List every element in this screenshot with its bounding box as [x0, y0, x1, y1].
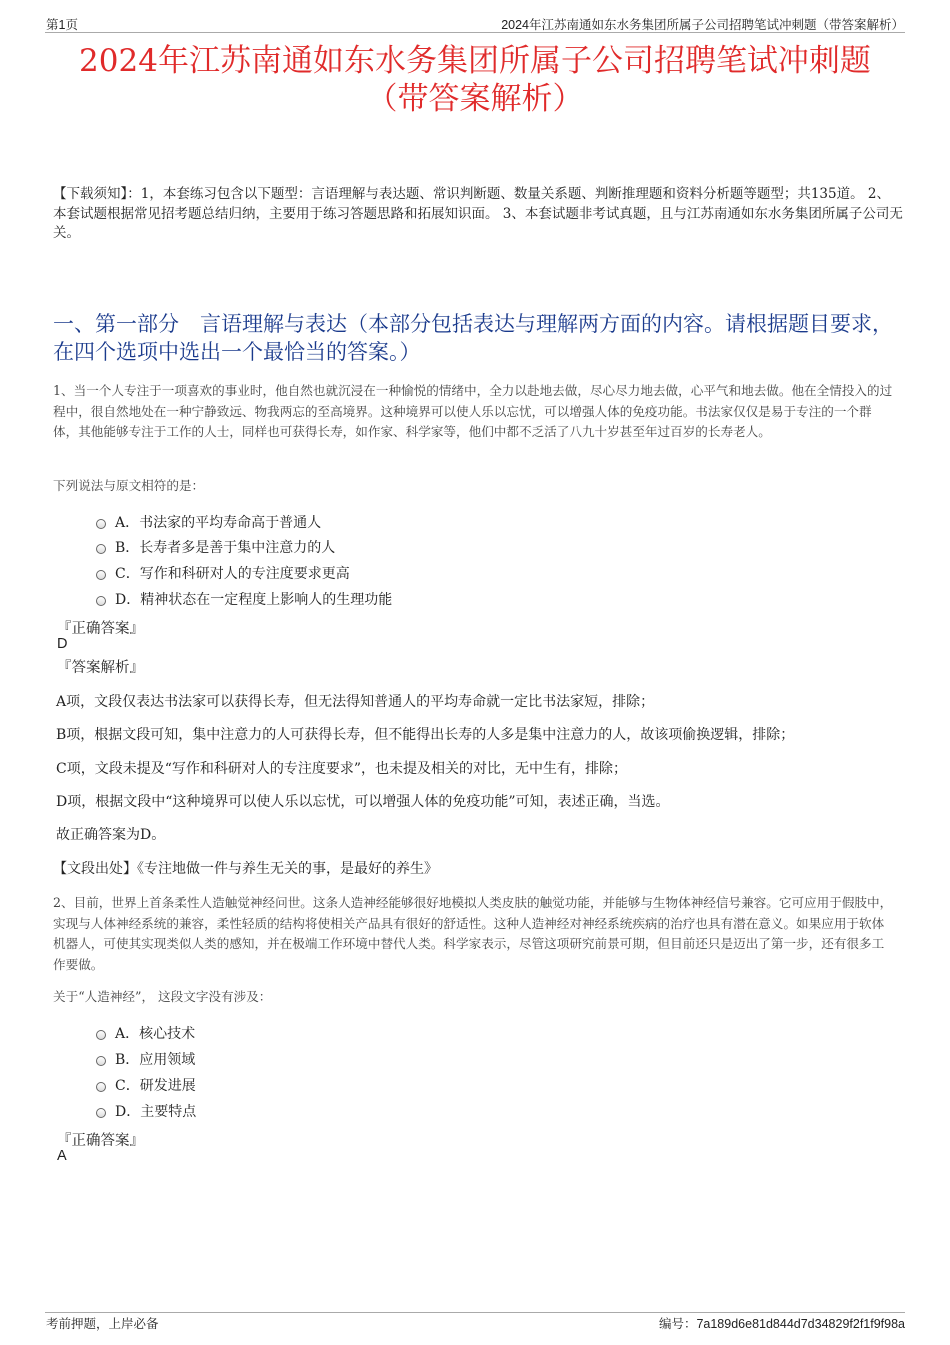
option-c[interactable]: [96, 563, 350, 583]
radio-icon[interactable]: [96, 1108, 106, 1118]
radio-icon[interactable]: [96, 519, 106, 529]
footer-divider: [45, 1312, 905, 1313]
correct-answer-label: 『正确答案』: [57, 1133, 144, 1149]
radio-icon[interactable]: [96, 1082, 106, 1092]
question-1-prompt: 下列说法与原文相符的是：: [53, 478, 205, 493]
option-label: C．研发进展: [115, 1078, 196, 1094]
analysis-conclusion: 故正确答案为D。: [56, 827, 166, 843]
section-heading: 一、第一部分 言语理解与表达（本部分包括表达与理解两方面的内容。请根据题目要求，在四个选项中选出一个最恰当的答案。）: [53, 312, 893, 364]
analysis-label: 『答案解析』: [57, 660, 144, 676]
option-b[interactable]: [96, 1049, 195, 1069]
option-a[interactable]: [96, 512, 321, 532]
correct-answer-label: 『正确答案』: [57, 621, 144, 637]
radio-icon[interactable]: [96, 544, 106, 554]
analysis-line: A项，文段仅表达书法家可以获得长寿，但无法得知普通人的平均寿命就一定比书法家短，排除；: [56, 694, 655, 710]
analysis-line: D项，根据文段中“这种境界可以使人乐以忘忧，可以增强人体的免疫功能”可知，表述正确，当选。: [56, 794, 670, 810]
passage-source: 【文段出处】《专注地做一件与养生无关的事，是最好的养生》: [53, 861, 438, 877]
question-2-passage: 2、目前，世界上首条柔性人造触觉神经问世。这条人造神经能够很好地模拟人类皮肤的触觉功能，并能够与生物体神经信号兼容。它可应用于假肢中，实现与人体神经系统的兼容，柔性轻质的结构将使相关产品具有很好的舒适性。这种人造神经对神经系统疾病的治疗也具有潜在意义。如果应用于软体机器人，可使其实现类似人类的感知，并在极端工作环境中替代人类。科学家表示，尽管这项研究前景可期，但目前还只是迈出了第一步，还有很多工作要做。: [53, 895, 893, 972]
option-label: B．长寿者多是善于集中注意力的人: [115, 540, 336, 556]
radio-icon[interactable]: [96, 570, 106, 580]
option-label: D．主要特点: [115, 1104, 197, 1120]
header-doc-title: 2024年江苏南通如东水务集团所属子公司招聘笔试冲刺题（带答案解析）: [501, 18, 904, 32]
header-divider: [45, 32, 905, 33]
option-label: A．书法家的平均寿命高于普通人: [115, 515, 322, 531]
analysis-line: B项，根据文段可知，集中注意力的人可获得长寿，但不能得出长寿的人多是集中注意力的人，故该项偷换逻辑，排除；: [56, 727, 795, 743]
analysis-line: C项，文段未提及“写作和科研对人的专注度要求”，也未提及相关的对比，无中生有，排除；: [56, 761, 628, 777]
radio-icon[interactable]: [96, 1056, 106, 1066]
document-id: 编号：7a189d6e81d844d7d34829f2f1f9f98a: [658, 1317, 905, 1331]
correct-answer: A: [57, 1148, 67, 1164]
option-label: D．精神状态在一定程度上影响人的生理功能: [115, 592, 393, 608]
document-title: 2024年江苏南通如东水务集团所属子公司招聘笔试冲刺题（带答案解析）: [79, 43, 871, 117]
footer-slogan: 考前押题，上岸必备: [46, 1317, 159, 1331]
radio-icon[interactable]: [96, 1030, 106, 1040]
download-notice: 【下载须知】：1，本套练习包含以下题型：言语理解与表达题、常识判断题、数量关系题、判断推理题和资料分析题等题型；共135道。 2、本套试题根据常见招考题总结归纳，主要用于练习答题思路和拓展知识面。 3、本套试题非考试真题，且与江苏南通如东水务集团所属子公司无关。: [53, 186, 903, 241]
option-label: B．应用领域: [115, 1052, 196, 1068]
option-a[interactable]: [96, 1023, 195, 1043]
option-c[interactable]: [96, 1075, 196, 1095]
option-b[interactable]: [96, 537, 335, 557]
page-number: 第1页: [46, 18, 78, 32]
correct-answer: D: [57, 636, 68, 652]
option-label: A．核心技术: [115, 1026, 196, 1042]
option-d[interactable]: [96, 1101, 196, 1121]
question-1-passage: 1、当一个人专注于一项喜欢的事业时，他自然也就沉浸在一种愉悦的情绪中，全力以赴地去做，尽心尽力地去做，心平气和地去做。他在全情投入的过程中，很自然地处在一种宁静致远、物我两忘的至高境界。这种境界可以使人乐以忘忧，可以增强人体的免疫功能。书法家仅仅是易于专注的一个群体，其他能够专注于工作的人士，同样也可获得长寿，如作家、科学家等，他们中都不乏活了八九十岁甚至年过百岁的长寿老人。: [53, 383, 893, 439]
option-label: C．写作和科研对人的专注度要求更高: [115, 566, 350, 582]
question-2-prompt: 关于“人造神经”， 这段文字没有涉及：: [53, 989, 272, 1004]
radio-icon[interactable]: [96, 596, 106, 606]
option-d[interactable]: [96, 589, 392, 609]
